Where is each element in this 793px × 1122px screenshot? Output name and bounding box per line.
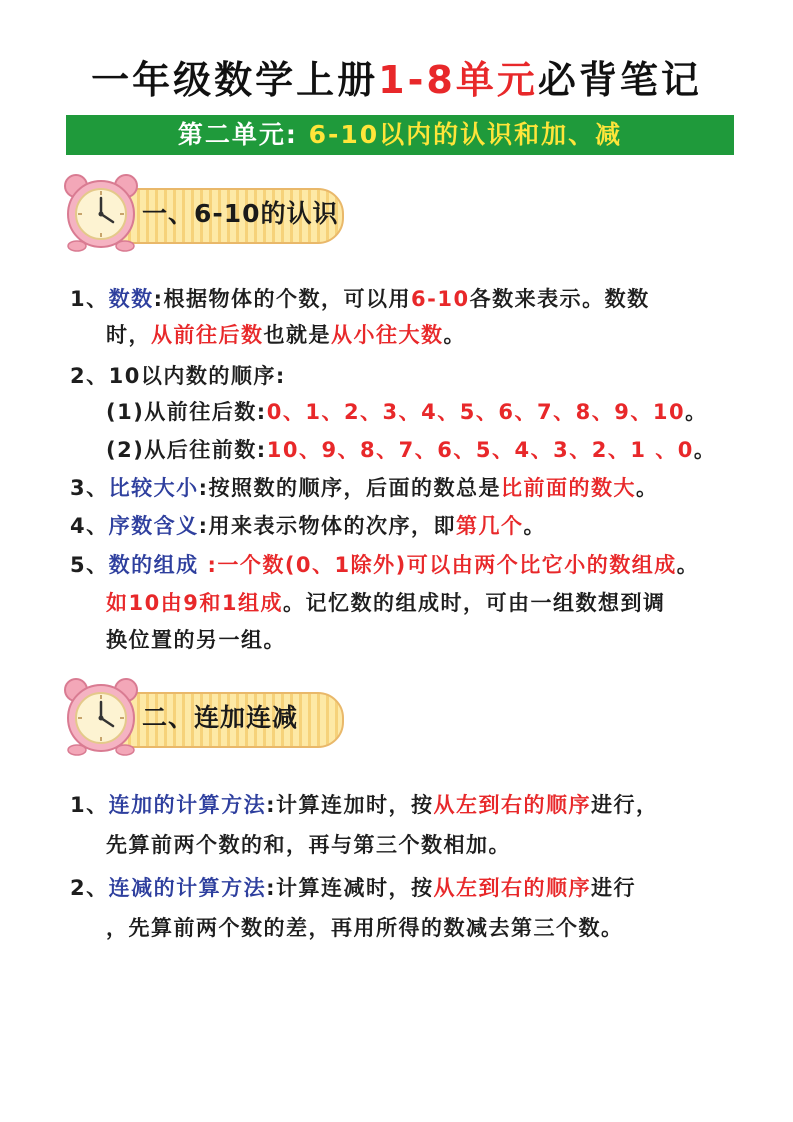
section-header-2 (62, 676, 352, 758)
text-line (70, 472, 659, 502)
section-header-1 (62, 172, 352, 254)
text-line (70, 872, 636, 902)
body-text: 进行， (591, 793, 659, 817)
subtitle-part1: 第二单元: (177, 120, 309, 149)
body-text: 进行 (591, 876, 637, 900)
section-title: 一、6-10的认识 (142, 199, 339, 228)
body-text: 。记忆数的组成时，可由一组数想到调 (282, 591, 666, 615)
body-text: :根据物体的个数，可以用 (153, 287, 412, 311)
keyword-term: 比较大小 (108, 476, 199, 500)
alarm-clock-icon (62, 172, 140, 254)
unit-subtitle-bar (66, 115, 734, 155)
subtitle-part2: 6-10以内的认识和加、减 (308, 120, 623, 149)
highlight-text: 10、9、8、7、6、5、4、3、2、1 、0 (266, 438, 694, 462)
page-title (0, 52, 793, 108)
text-line (106, 319, 466, 349)
text-line (70, 510, 546, 540)
highlight-text: 从左到右的顺序 (433, 793, 592, 817)
text-line (70, 360, 286, 390)
body-text: 时， (106, 323, 151, 347)
item-number: 2、 (70, 876, 109, 900)
keyword-term: 数的组成 (108, 553, 208, 577)
highlight-text: :一个数(0、1除外)可以由两个比它小的数组成 (207, 553, 677, 577)
text-line (70, 283, 650, 313)
item-number: 1、 (70, 287, 109, 311)
text-line (106, 587, 665, 617)
text-line (106, 624, 286, 654)
body-text: 。 (676, 553, 700, 577)
text-line (106, 829, 511, 859)
keyword-term: 连减的计算方法 (108, 876, 267, 900)
item-number: 1、 (70, 793, 109, 817)
item-number: 2、 (70, 364, 109, 388)
title-part3: 必背笔记 (537, 58, 702, 102)
body-text: 也就是 (263, 323, 331, 347)
body-text: ，先算前两个数的差，再用所得的数减去第三个数。 (106, 916, 624, 940)
section-title: 二、连加连减 (142, 703, 299, 732)
text-line (70, 549, 699, 579)
highlight-text: 第几个 (456, 514, 524, 538)
body-text: :计算连加时，按 (266, 793, 434, 817)
body-text: 。 (523, 514, 547, 538)
body-text: :按照数的顺序，后面的数总是 (198, 476, 502, 500)
body-text: 各数来表示。数数 (469, 287, 650, 311)
body-text: 先算前两个数的和，再与第三个数相加。 (106, 833, 511, 857)
item-number: 3、 (70, 476, 109, 500)
body-text: 换位置的另一组。 (106, 628, 286, 652)
highlight-text: 比前面的数大 (501, 476, 637, 500)
highlight-text: 从前往后数 (151, 323, 264, 347)
body-text: 。 (636, 476, 659, 500)
alarm-clock-icon (62, 676, 140, 758)
body-text: 10以内数的顺序: (108, 364, 286, 388)
body-text: 。 (685, 400, 708, 424)
body-text: (2)从后往前数: (106, 438, 267, 462)
keyword-term: 序数含义 (108, 514, 199, 538)
highlight-text: 0、1、2、3、4、5、6、7、8、9、10 (266, 400, 686, 424)
keyword-term: 连加的计算方法 (108, 793, 267, 817)
text-line (106, 912, 624, 942)
highlight-text: 从小往大数 (331, 323, 444, 347)
body-text: 。 (693, 438, 717, 462)
body-text: :用来表示物体的次序，即 (198, 514, 457, 538)
highlight-text: 6-10 (411, 287, 470, 311)
body-text: :计算连减时，按 (266, 876, 434, 900)
highlight-text: 如10由9和1组成 (106, 591, 283, 615)
keyword-term: 数数 (108, 287, 154, 311)
body-text: 。 (443, 323, 466, 347)
body-text: (1)从前往后数: (106, 400, 267, 424)
text-line (106, 434, 716, 464)
text-line (70, 789, 659, 819)
title-part1: 一年级数学上册 (91, 58, 379, 102)
highlight-text: 从左到右的顺序 (433, 876, 592, 900)
item-number: 5、 (70, 553, 109, 577)
item-number: 4、 (70, 514, 109, 538)
title-part2: 1-8单元 (378, 58, 538, 102)
text-line (106, 396, 708, 426)
